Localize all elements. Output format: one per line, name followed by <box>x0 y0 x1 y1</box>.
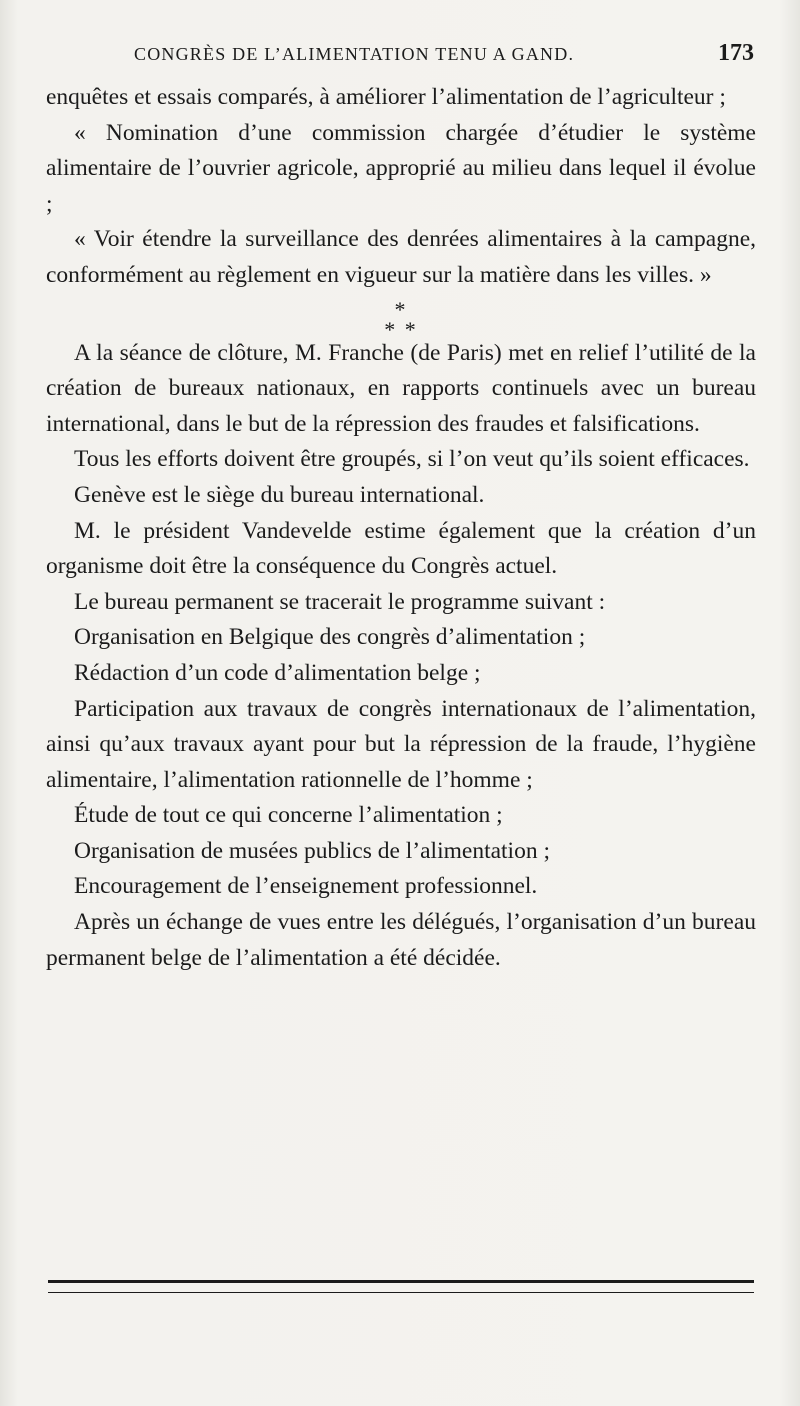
asterism-separator <box>46 294 756 342</box>
body-text <box>46 80 756 976</box>
page-header <box>134 40 760 76</box>
paragraph: Participation aux travaux de congrès internationaux de l’alimentation, ainsi qu’aux travaux ayant pour but la répression de la fraude, l’hygiène alimentaire, l’alimentation rationnelle de l’homme ; <box>46 695 756 793</box>
paragraph: Rédaction d’un code d’alimentation belge ; <box>74 659 481 686</box>
paragraph: enquêtes et essais comparés, à améliorer l’alimentation de l’agriculteur ; <box>46 84 726 110</box>
paragraph: Après un échange de vues entre les délégués, l’organisation d’un bureau permanent belge de l’alimentation a été décidée. <box>46 909 756 971</box>
paragraph: Organisation de musées publics de l’alimentation ; <box>74 837 550 864</box>
paragraph: Organisation en Belgique des congrès d’alimentation ; <box>74 624 586 651</box>
asterism-bottom: * * <box>384 316 418 342</box>
paragraph: Encouragement de l’enseignement professionnel. <box>74 873 538 900</box>
closing-rule <box>48 1280 754 1293</box>
paragraph: « Voir étendre la surveillance des denrées alimentaires à la campagne, conformément au règlement en vigueur sur la matière dans les villes. » <box>46 226 756 288</box>
paragraph: Étude de tout ce qui concerne l’alimentation ; <box>74 802 503 829</box>
asterism-top: * <box>394 296 408 322</box>
running-title: CONGRÈS DE L’ALIMENTATION TENU A GAND. <box>134 44 575 64</box>
page-number: 173 <box>718 40 754 66</box>
paragraph: « Nomination d’une commission chargée d’étudier le système alimentaire de l’ouvrier agricole, approprié au milieu dans lequel il évolue ; <box>46 119 756 217</box>
paragraph: M. le président Vandevelde estime également que la création d’un organisme doit être la conséquence du Congrès actuel. <box>46 517 756 580</box>
paragraph: A la séance de clôture, M. Franche (de Paris) met en relief l’utilité de la création de bureaux nationaux, en rapports continuels avec un bureau international, dans le but de la répression des fraudes et falsifications. <box>46 339 756 437</box>
paragraph: Tous les efforts doivent être groupés, si l’on veut qu’ils soient efficaces. <box>74 446 750 473</box>
paragraph: Le bureau permanent se tracerait le programme suivant : <box>74 588 606 615</box>
paragraph: Genève est le siège du bureau international. <box>74 481 485 508</box>
